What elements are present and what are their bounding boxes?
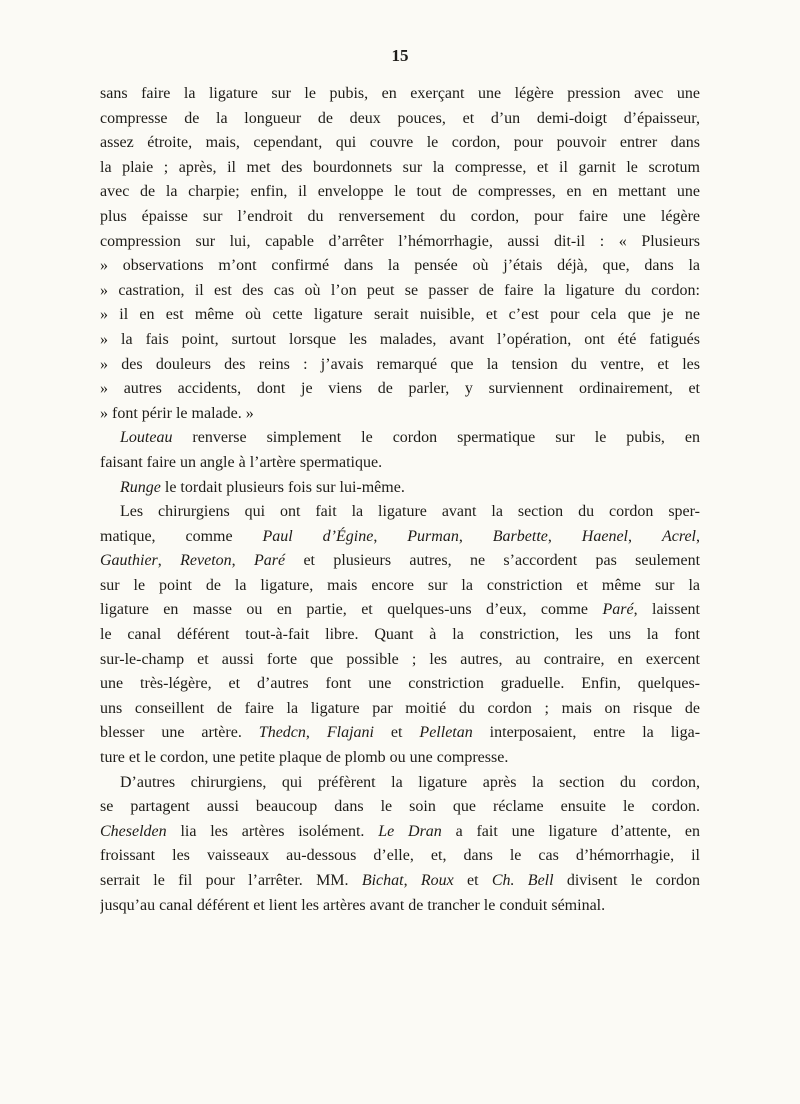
text-line: matique, comme Paul d’Égine, Purman, Barbette, Haenel, Acrel,: [100, 527, 700, 545]
text-line: » des douleurs des reins : j’avais remarqué que la tension du ventre, et les: [100, 355, 700, 373]
text-line: » autres accidents, dont je viens de parler, y surviennent ordinairement, et: [100, 380, 700, 398]
text-line: se partagent aussi beaucoup dans le soin que réclame ensuite le cordon.: [100, 798, 700, 816]
text-line: serrait le fil pour l’arrêter. MM. Bichat, Roux et Ch. Bell divisent le cordon: [100, 872, 700, 889]
proper-name: Acrel: [661, 527, 696, 545]
text-line: Gauthier, Reveton, Paré et plusieurs autres, ne s’accordent pas seulement: [100, 552, 700, 570]
proper-name: Paré: [602, 601, 634, 619]
text-line: compression sur lui, capable d’arrêter l’hémorrhagie, aussi dit-il : « Plusieurs: [100, 232, 700, 250]
text-line: sans faire la ligature sur le pubis, en exerçant une légère pression avec une: [100, 85, 700, 102]
proper-name: Le Dran: [378, 822, 442, 840]
proper-name: Bichat: [361, 872, 404, 889]
text-line: avec de la charpie; enfin, il enveloppe le tout de compresses, en en mettant une: [100, 183, 700, 201]
proper-name: Haenel: [581, 527, 628, 545]
text-line: assez étroite, mais, cependant, qui couvre le cordon, pour pouvoir entrer dans: [100, 134, 700, 152]
proper-name: Pelletan: [419, 724, 473, 742]
text-line: compresse de la longueur de deux pouces, et d’un demi-doigt d’épaisseur,: [100, 109, 700, 127]
text-line: » castration, il est des cas où l’on peut se passer de faire la ligature du cordon:: [100, 281, 700, 299]
proper-name: Flajani: [326, 724, 374, 742]
proper-name: Ch. Bell: [491, 872, 554, 889]
text-line: blesser une artère. Thedcn, Flajani et Pelletan interposaient, entre la liga-: [100, 724, 700, 742]
text-line: Louteau renverse simplement le cordon spermatique sur le pubis, en: [120, 429, 700, 447]
proper-name: Barbette: [492, 527, 548, 545]
text-line: une très-légère, et d’autres font une constriction graduelle. Enfin, quelques-: [100, 675, 700, 693]
proper-name: Paul d’Égine: [262, 527, 374, 545]
proper-name: Paré: [254, 552, 286, 570]
proper-name: Reveton: [180, 552, 232, 570]
text-line: la plaie ; après, il met des bourdonnets sur la compresse, et il garnit le scrotum: [100, 158, 700, 176]
body-text: [100, 82, 700, 918]
text-line: D’autres chirurgiens, qui préfèrent la ligature après la section du cordon,: [120, 773, 700, 791]
text-line: ture et le cordon, une petite plaque de plomb ou une compresse.: [100, 749, 509, 767]
text-line: le canal déférent tout-à-fait libre. Quant à la constriction, les uns la font: [100, 626, 700, 644]
text-line: sur le point de la ligature, mais encore sur la constriction et même sur la: [100, 576, 700, 594]
page-number: 15: [391, 46, 409, 65]
proper-name: Cheselden: [100, 822, 167, 840]
text-line: froissant les vaisseaux au-dessous d’elle, et, dans le cas d’hémorrhagie, il: [100, 847, 700, 865]
text-line: sur-le-champ et aussi forte que possible ; les autres, au contraire, en exercent: [100, 650, 700, 668]
proper-name: Purman: [407, 527, 459, 545]
proper-name: Thedcn: [258, 724, 306, 742]
text-line: Les chirurgiens qui ont fait la ligature avant la section du cordon sper-: [120, 503, 700, 521]
text-line: jusqu’au canal déférent et lient les artères avant de trancher le conduit séminal.: [100, 896, 606, 914]
text-line: » font périr le malade. »: [100, 404, 254, 422]
proper-name: Gauthier: [100, 552, 158, 570]
proper-name: Runge: [120, 478, 161, 496]
text-line: » observations m’ont confirmé dans la pensée où j’étais déjà, que, dans la: [100, 257, 700, 275]
proper-name: Roux: [420, 872, 454, 889]
text-line: » la fais point, surtout lorsque les malades, avant l’opération, ont été fatigués: [100, 330, 700, 348]
text-line: faisant faire un angle à l’artère spermatique.: [100, 453, 383, 471]
text-line: plus épaisse sur l’endroit du renversement du cordon, pour faire une légère: [100, 207, 700, 225]
text-line: Cheselden lia les artères isolément. Le Dran a fait une ligature d’attente, en: [100, 822, 700, 840]
text-line: » il en est même où cette ligature serait nuisible, et c’est pour cela que je ne: [100, 306, 700, 324]
text-line: uns conseillent de faire la ligature par moitié du cordon ; mais on risque de: [100, 699, 700, 717]
text-line: ligature en masse ou en partie, et quelques-uns d’eux, comme Paré, laissent: [100, 601, 700, 619]
proper-name: Louteau: [120, 429, 173, 447]
text-line: Runge le tordait plusieurs fois sur lui-même.: [120, 478, 405, 496]
